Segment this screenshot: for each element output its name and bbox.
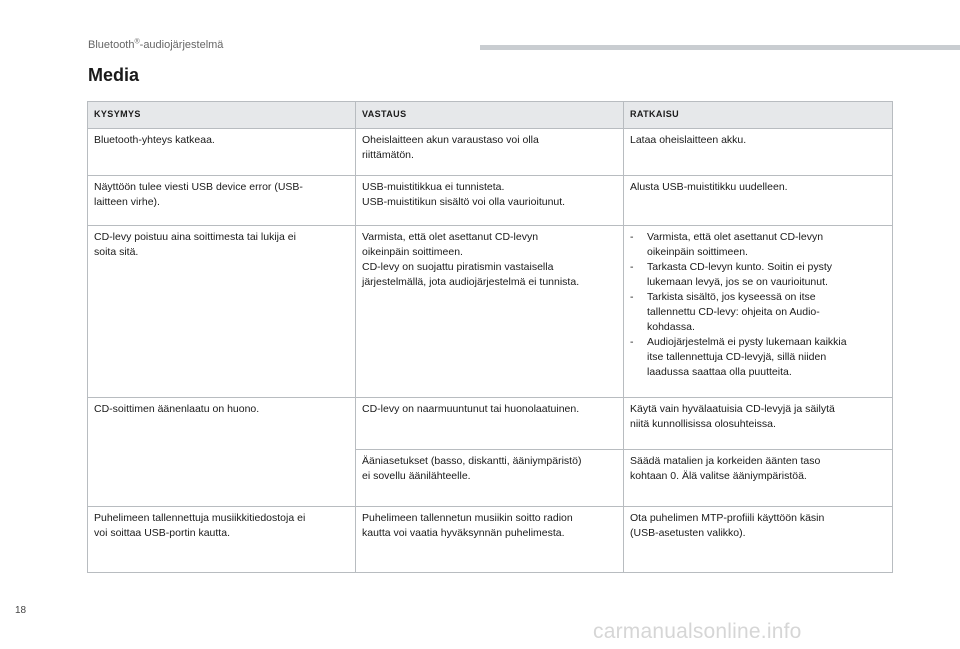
- table-row: [88, 226, 893, 398]
- column-header-solution: RATKAISU: [624, 102, 893, 129]
- section-title: Media: [88, 65, 140, 85]
- answer-cell: USB-muistitikkua ei tunnisteta. USB-muistitikun sisältö voi olla vaurioitunut.: [356, 176, 624, 226]
- solution-list-item: - Tarkista sisältö, jos kyseessä on itse tallennettu CD-levy: ohjeita on Audio- kohdassa.: [630, 290, 886, 335]
- answer-cell: Oheislaitteen akun varaustaso voi olla riittämätön.: [356, 129, 624, 176]
- troubleshooting-table: [87, 101, 893, 573]
- running-header: [88, 39, 223, 51]
- watermark: carmanualsonline.info: [593, 620, 802, 643]
- running-header-main: Bluetooth: [88, 39, 135, 51]
- table-row: [88, 176, 893, 226]
- question-cell: CD-soittimen äänenlaatu on huono.: [88, 398, 356, 507]
- solution-cell: Käytä vain hyvälaatuisia CD-levyjä ja säilytä niitä kunnollisissa olosuhteissa.: [624, 398, 893, 450]
- table-header-row: [88, 102, 893, 129]
- table-row: [88, 129, 893, 176]
- column-header-question: KYSYMYS: [88, 102, 356, 129]
- solution-cell: Alusta USB-muistitikku uudelleen.: [624, 176, 893, 226]
- answer-cell: Ääniasetukset (basso, diskantti, ääniympäristö) ei sovellu äänilähteelle.: [356, 450, 624, 507]
- solution-list: [630, 230, 886, 380]
- question-cell: Bluetooth-yhteys katkeaa.: [88, 129, 356, 176]
- question-cell: Puhelimeen tallennettuja musiikkitiedostoja ei voi soittaa USB-portin kautta.: [88, 507, 356, 573]
- column-header-answer: VASTAUS: [356, 102, 624, 129]
- table-row: [88, 398, 893, 450]
- table-row: [88, 507, 893, 573]
- solution-list-item: - Tarkasta CD-levyn kunto. Soitin ei pysty lukemaan levyä, jos se on vaurioitunut.: [630, 260, 886, 290]
- header-rule: [480, 45, 960, 50]
- question-cell: Näyttöön tulee viesti USB device error (USB- laitteen virhe).: [88, 176, 356, 226]
- solution-list-item: - Audiojärjestelmä ei pysty lukemaan kaikkia itse tallennettuja CD-levyjä, sillä niiden laadussa saattaa olla puutteita.: [630, 335, 886, 380]
- solution-cell: [624, 226, 893, 398]
- solution-list-item: - Varmista, että olet asettanut CD-levyn oikeinpäin soittimeen.: [630, 230, 886, 260]
- solution-cell: Ota puhelimen MTP-profiili käyttöön käsin (USB-asetusten valikko).: [624, 507, 893, 573]
- solution-cell: Lataa oheislaitteen akku.: [624, 129, 893, 176]
- solution-cell: Säädä matalien ja korkeiden äänten taso kohtaan 0. Älä valitse ääniympäristöä.: [624, 450, 893, 507]
- answer-cell: Puhelimeen tallennetun musiikin soitto radion kautta voi vaatia hyväksynnän puhelimesta.: [356, 507, 624, 573]
- question-cell: CD-levy poistuu aina soittimesta tai lukija ei soita sitä.: [88, 226, 356, 398]
- running-header-rest: -audiojärjestelmä: [139, 39, 224, 51]
- answer-cell: CD-levy on naarmuuntunut tai huonolaatuinen.: [356, 398, 624, 450]
- answer-cell: Varmista, että olet asettanut CD-levyn oikeinpäin soittimeen. CD-levy on suojattu piratismin vastaisella järjestelmällä, jota audiojärjestelmä ei tunnista.: [356, 226, 624, 398]
- registered-mark: ®: [134, 38, 140, 46]
- page-number: 18: [15, 605, 27, 616]
